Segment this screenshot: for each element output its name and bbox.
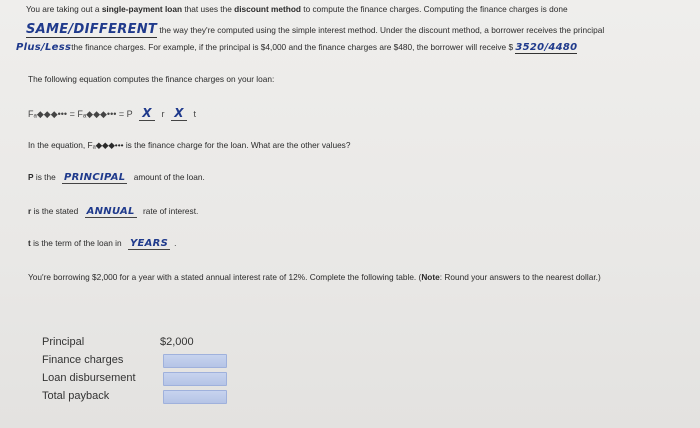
rate-answer[interactable]: ANNUAL [86, 206, 135, 217]
var-t: t [28, 238, 31, 248]
row-label: Finance charges [42, 354, 124, 366]
same-different-answer[interactable]: SAME/DIFFERENT [26, 22, 158, 37]
row-label: Total payback [42, 390, 110, 402]
intro-bold-method: discount method [234, 4, 301, 14]
table-row-total-payback [42, 390, 109, 402]
t-post: . [174, 238, 177, 248]
intro-line-2-text: the way they're computed using the simple interest method. Under the discount method, a borrower receives the principal [157, 25, 605, 35]
row-label: Loan disbursement [42, 372, 136, 384]
total-payback-input[interactable] [163, 390, 227, 404]
equation-lhs: Fₐ◆◆◆••• = Fₐ◆◆◆••• = P [28, 109, 133, 119]
p-pre: is the [33, 172, 58, 182]
var-r: r [28, 206, 32, 216]
intro-line-1 [26, 4, 568, 14]
intro-line-3-text: the finance charges. For example, if the principal is $4,000 and the finance charges are $480, the borrower will receive $ [71, 42, 514, 52]
intro-line-3 [16, 42, 577, 54]
note-label: Note [421, 272, 440, 282]
principal-value: $2,000 [160, 336, 194, 348]
equation-intro: The following equation computes the finance charges on your loan: [28, 74, 275, 84]
term-answer[interactable]: YEARS [129, 238, 169, 249]
var-p: P [28, 172, 34, 182]
intro-bold-loan-type: single-payment loan [101, 4, 183, 14]
finance-charges-input[interactable] [163, 354, 227, 368]
equation-blank-2[interactable]: X [171, 106, 187, 121]
question-post: is the finance charge for the loan. What are the other values? [123, 140, 351, 150]
question-pre: In the equation, Fₐ◆◆◆••• [28, 140, 124, 150]
r-post: rate of interest. [142, 206, 199, 216]
r-pre: is the stated [31, 206, 81, 216]
finance-charge-equation [28, 106, 196, 121]
table-row-loan-disbursement [42, 372, 136, 384]
question-text [28, 140, 350, 150]
loan-disbursement-input[interactable] [163, 372, 227, 386]
intro-text-mid: that uses the [182, 4, 235, 14]
intro-line-2 [26, 22, 604, 38]
term-line [28, 238, 176, 250]
row-label: Principal [42, 336, 85, 348]
table-row-principal [42, 336, 194, 348]
principal-line [28, 172, 205, 184]
equation-rate: r [161, 109, 165, 119]
principal-answer[interactable]: PRINCIPAL [64, 172, 126, 183]
rate-line [28, 206, 198, 218]
equation-term: t [193, 109, 197, 119]
note-text: : Round your answers to the nearest dollar.) [439, 272, 601, 282]
amount-received-answer[interactable]: 3520/4480 [515, 42, 578, 53]
t-pre: is the term of the loan in [30, 238, 124, 248]
problem-statement [28, 270, 668, 285]
plus-less-answer[interactable]: Plus/Less [16, 42, 72, 53]
intro-text-end: to compute the finance charges. Computing the finance charges is done [301, 4, 568, 14]
table-row-finance-charges [42, 354, 123, 366]
intro-text: You are taking out a [26, 4, 102, 14]
p-post: amount of the loan. [133, 172, 205, 182]
equation-blank-1[interactable]: X [139, 106, 155, 121]
problem-text: You're borrowing $2,000 for a year with a stated annual interest rate of 12%. Complete the following table. ( [28, 272, 422, 282]
